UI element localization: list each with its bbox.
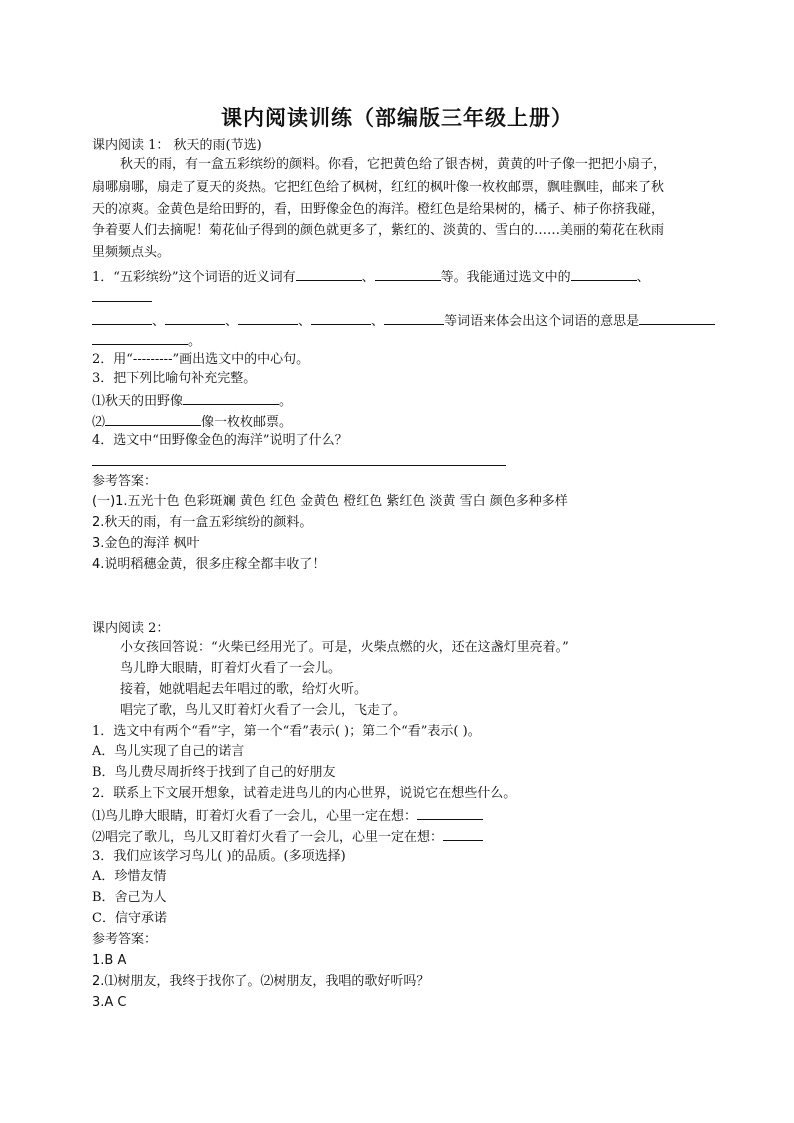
answer-line-text: 1.B A [92, 953, 127, 968]
answer-line-text: 2.秋天的雨，有一盒五彩缤纷的颜料。 [92, 515, 313, 530]
answer-line[interactable] [92, 465, 506, 466]
answer-blank[interactable] [92, 332, 188, 345]
question-text: ⑴秋天的田野像 [92, 394, 184, 409]
answer-line-text: 4.说明稻穗金黄，很多庄稼全都丰收了！ [92, 557, 326, 572]
option-a: A．鸟儿实现了自己的诺言 [92, 744, 245, 759]
question-3-item-1 [92, 392, 292, 410]
question-text: ⑴鸟儿睁大眼睛，盯着灯火看了一会儿，心里一定在想： [92, 809, 418, 824]
answer-blank[interactable] [417, 807, 483, 820]
answer-blank[interactable] [105, 413, 201, 426]
section2-question-2: 2．联系上下文展开想象，试着走进鸟儿的内心世界，说说它在想些什么。 [92, 786, 517, 801]
question-3: 3．把下列比喻句补充完整。 [92, 371, 257, 386]
question-text: ”画出选文中的中心句。 [172, 352, 310, 367]
answer-heading: 参考答案： [92, 932, 158, 947]
answer-blank[interactable] [296, 268, 362, 281]
question-1-continued [92, 312, 715, 330]
separator: 、 [225, 314, 239, 329]
question-3-item-2 [92, 413, 292, 431]
question-1-continued [92, 289, 152, 307]
section1-passage-line: 里频频点头。 [92, 245, 171, 260]
section2-passage-line: 小女孩回答说：“火柴已经用光了。可是，火柴点燃的火，还在这盏灯里亮着。” [120, 640, 569, 655]
separator: 、 [152, 314, 166, 329]
question-text: 像一枚枚邮票。 [201, 415, 293, 430]
question-4: 4．选文中“田野像金色的海洋”说明了什么？ [92, 433, 348, 448]
answer-blank[interactable] [238, 312, 298, 325]
option-c: C．信守承诺 [92, 911, 167, 926]
answer-line-text: (一)1.五光十色 色彩斑斓 黄色 红色 金黄色 橙红色 紫红色 淡黄 雪白 颜色多种多样 [92, 494, 568, 509]
answer-blank[interactable] [375, 268, 441, 281]
question-text: 等词语来体会出这个词语的意思是 [444, 314, 640, 329]
question-text: 等。我能通过选文中的 [440, 270, 571, 285]
separator: 、 [361, 270, 375, 285]
question-text: 2．用“ [92, 352, 133, 367]
answer-line-text: 2.⑴树朋友，我终于找你了。⑵树朋友，我唱的歌好听吗？ [92, 974, 430, 989]
answer-blank[interactable] [92, 312, 152, 325]
question-1-continued [92, 332, 201, 350]
punctuation: 。 [188, 334, 202, 349]
option-a: A．珍惜友情 [92, 869, 167, 884]
answer-blank[interactable] [183, 392, 279, 405]
separator: 、 [636, 270, 650, 285]
answer-blank[interactable] [92, 289, 152, 302]
option-b: B．舍己为人 [92, 890, 167, 905]
question-text: 1．“五彩缤纷”这个词语的近义词有 [92, 270, 296, 285]
separator: 、 [371, 314, 385, 329]
section2-question-2-item-1 [92, 807, 483, 825]
section2-question-3: 3．我们应该学习鸟儿( )的品质。(多项选择) [92, 849, 346, 864]
answer-blank[interactable] [639, 312, 715, 325]
section1-passage-line: 扇哪扇哪，扇走了夏天的炎热。它把红色给了枫树，红红的枫叶像一枚枚邮票，飘哇飘哇，邮来了秋 [92, 180, 665, 195]
question-2 [92, 352, 309, 368]
question-1 [92, 268, 650, 286]
punctuation: 。 [279, 394, 293, 409]
page-title: 课内阅读训练（部编版三年级上册） [221, 105, 573, 130]
question-text: ⑵唱完了歌儿，鸟儿又盯着灯火看了一会儿，心里一定在想： [92, 830, 444, 845]
answer-blank[interactable] [165, 312, 225, 325]
dashed-line-sample: --------- [132, 352, 173, 367]
answer-line-text: 3.A C [92, 995, 127, 1010]
section2-question-2-item-2 [92, 828, 483, 846]
section1-passage-line: 争着要人们去摘呢！菊花仙子得到的颜色就更多了，紫红的、淡黄的、雪白的……美丽的菊花在秋雨 [92, 223, 665, 238]
separator: 、 [298, 314, 312, 329]
section2-question-1: 1．选文中有两个“看”字，第一个“看”表示( )；第二个“看”表示( )。 [92, 724, 481, 739]
section1-passage-line: 秋天的雨，有一盒五彩缤纷的颜料。你看，它把黄色给了银杏树，黄黄的叶子像一把把小扇子， [120, 157, 667, 172]
section2-passage-line: 唱完了歌，鸟儿又盯着灯火看了一会儿，飞走了。 [120, 703, 407, 718]
answer-blank[interactable] [443, 828, 483, 841]
answer-line-text: 3.金色的海洋 枫叶 [92, 536, 200, 551]
section1-passage-line: 天的凉爽。金黄色是给田野的，看，田野像金色的海洋。橙红色是给果树的，橘子、柿子你挤我碰， [92, 202, 665, 217]
question-text: ⑵ [92, 415, 106, 430]
section2-heading: 课内阅读 2： [92, 621, 170, 636]
answer-blank[interactable] [384, 312, 444, 325]
section1-heading: 课内阅读 1： 秋天的雨(节选) [92, 138, 262, 153]
section2-passage-line: 接着，她就唱起去年唱过的歌，给灯火听。 [120, 682, 368, 697]
answer-blank[interactable] [571, 268, 637, 281]
answer-heading: 参考答案： [92, 474, 158, 489]
answer-blank[interactable] [311, 312, 371, 325]
section2-passage-line: 鸟儿睁大眼睛，盯着灯火看了一会儿。 [120, 661, 342, 676]
option-b: B．鸟儿费尽周折终于找到了自己的好朋友 [92, 765, 336, 780]
